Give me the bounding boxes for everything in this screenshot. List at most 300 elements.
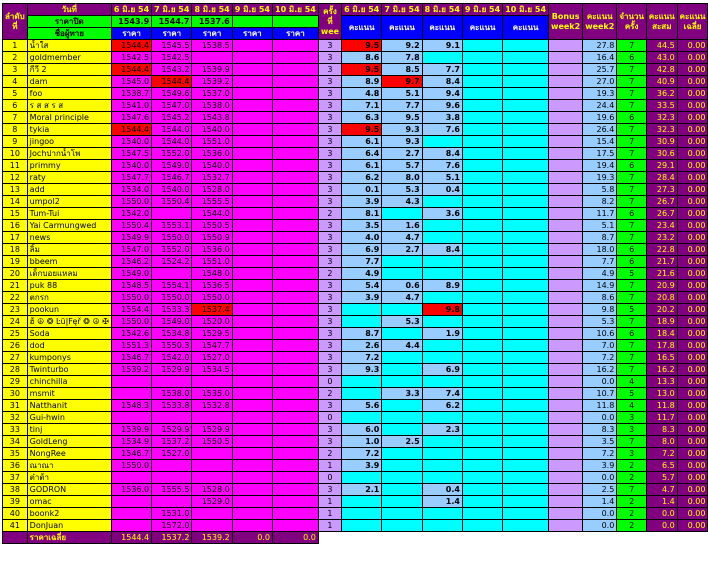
price-cell-1: 1550.4 xyxy=(111,220,151,232)
price-cell-1: 1547.0 xyxy=(111,244,151,256)
price-cell-5 xyxy=(273,52,319,64)
score-cell-1: 7.7 xyxy=(342,256,382,268)
price-cell-4 xyxy=(232,112,272,124)
price-cell-5 xyxy=(273,184,319,196)
score-cell-4 xyxy=(462,100,502,112)
score-cell-2: 5.3 xyxy=(382,316,422,328)
score-cell-1: 5.6 xyxy=(342,400,382,412)
avg-price-2: 1537.2 xyxy=(152,532,192,544)
times-count: 7 xyxy=(617,136,647,148)
score-cell-2: 9.3 xyxy=(382,124,422,136)
price-cell-2: 1543.2 xyxy=(152,64,192,76)
date-col-2: 7 มิ.ย 54 xyxy=(152,4,192,16)
average-score: 0.00 xyxy=(677,172,708,184)
total-score: 16.2 xyxy=(646,364,677,376)
score-cell-4 xyxy=(462,148,502,160)
footer-empty xyxy=(318,532,708,544)
score-cell-4 xyxy=(462,436,502,448)
table-row xyxy=(3,196,708,208)
price-cell-5 xyxy=(273,388,319,400)
row-number: 16 xyxy=(3,220,28,232)
bonus-cell xyxy=(549,184,583,196)
price-cell-1 xyxy=(111,508,151,520)
score-cell-3: 7.6 xyxy=(422,124,462,136)
total-score: 13.3 xyxy=(646,376,677,388)
score-cell-5 xyxy=(503,304,549,316)
guess-count: 3 xyxy=(318,340,341,352)
average-score: 0.00 xyxy=(677,472,708,484)
average-score: 0.00 xyxy=(677,52,708,64)
total-score: 17.8 xyxy=(646,340,677,352)
score-cell-2 xyxy=(382,376,422,388)
row-number: 13 xyxy=(3,184,28,196)
score-cell-3: 3.6 xyxy=(422,208,462,220)
row-number: 4 xyxy=(3,76,28,88)
close-value-3: 1537.6 xyxy=(192,16,232,28)
bonus-cell xyxy=(549,112,583,124)
price-cell-4 xyxy=(232,64,272,76)
week2-score: 0.0 xyxy=(583,472,617,484)
price-cell-4 xyxy=(232,40,272,52)
score-cell-3 xyxy=(422,376,462,388)
score-cell-5 xyxy=(503,364,549,376)
score-cell-4 xyxy=(462,364,502,376)
guess-count: 3 xyxy=(318,160,341,172)
price-cell-4 xyxy=(232,76,272,88)
guess-count: 3 xyxy=(318,172,341,184)
price-cell-5 xyxy=(273,484,319,496)
total-score: 7.2 xyxy=(646,448,677,460)
price-cell-5 xyxy=(273,316,319,328)
price-cell-4 xyxy=(232,388,272,400)
week2-score: 7.2 xyxy=(583,352,617,364)
score-cell-1 xyxy=(342,316,382,328)
score-header-5: คะแนน xyxy=(503,16,549,40)
score-cell-1: 4.9 xyxy=(342,268,382,280)
total-score: 16.5 xyxy=(646,352,677,364)
score-cell-4 xyxy=(462,376,502,388)
score-cell-3: 9.4 xyxy=(422,88,462,100)
score-cell-4 xyxy=(462,316,502,328)
player-name: dam xyxy=(27,76,111,88)
price-cell-1: 1544.4 xyxy=(111,124,151,136)
player-name: add xyxy=(27,184,111,196)
price-cell-1 xyxy=(111,472,151,484)
score-cell-3 xyxy=(422,352,462,364)
price-cell-1: 1536.0 xyxy=(111,484,151,496)
price-cell-5 xyxy=(273,196,319,208)
price-cell-1: 1549.0 xyxy=(111,268,151,280)
table-row xyxy=(3,352,708,364)
week2-score: 0.0 xyxy=(583,520,617,532)
price-cell-4 xyxy=(232,484,272,496)
table-row xyxy=(3,292,708,304)
guess-count: 3 xyxy=(318,256,341,268)
price-cell-2: 1550.0 xyxy=(152,232,192,244)
price-cell-4 xyxy=(232,172,272,184)
score-cell-4 xyxy=(462,88,502,100)
score-cell-1: 6.3 xyxy=(342,112,382,124)
bonus-cell xyxy=(549,436,583,448)
score-cell-5 xyxy=(503,424,549,436)
bonus-cell xyxy=(549,352,583,364)
score-cell-4 xyxy=(462,304,502,316)
score-cell-3: 0.4 xyxy=(422,484,462,496)
week2-score: 11.8 xyxy=(583,400,617,412)
price-cell-2: 1540.0 xyxy=(152,184,192,196)
total-score: 21.6 xyxy=(646,268,677,280)
week2-score: 8.3 xyxy=(583,424,617,436)
times-count: 3 xyxy=(617,448,647,460)
price-cell-1 xyxy=(111,520,151,532)
score-cell-3 xyxy=(422,316,462,328)
table-row xyxy=(3,520,708,532)
score-cell-4 xyxy=(462,448,502,460)
score-cell-3 xyxy=(422,220,462,232)
times-count: 6 xyxy=(617,160,647,172)
avg-price-label: ราคาเฉลี่ย xyxy=(27,532,111,544)
guess-count: 3 xyxy=(318,100,341,112)
times-header: จำนวนครั้ง xyxy=(617,4,647,40)
row-number: 41 xyxy=(3,520,28,532)
times-count: 2 xyxy=(617,520,647,532)
price-cell-2: 1550.4 xyxy=(152,196,192,208)
price-cell-5 xyxy=(273,232,319,244)
price-cell-3 xyxy=(192,412,232,424)
row-number: 25 xyxy=(3,328,28,340)
row-number: 15 xyxy=(3,208,28,220)
score-cell-3 xyxy=(422,412,462,424)
score-cell-1 xyxy=(342,412,382,424)
row-number: 23 xyxy=(3,304,28,316)
price-cell-3: 1551.0 xyxy=(192,256,232,268)
total-score: 6.5 xyxy=(646,460,677,472)
bonus-cell xyxy=(549,412,583,424)
price-cell-2: 1547.0 xyxy=(152,100,192,112)
table-row xyxy=(3,148,708,160)
price-cell-5 xyxy=(273,304,319,316)
bonus-cell xyxy=(549,460,583,472)
score-cell-2: 1.6 xyxy=(382,220,422,232)
guess-count: 0 xyxy=(318,472,341,484)
price-cell-2 xyxy=(152,412,192,424)
score-cell-3 xyxy=(422,292,462,304)
times-count: 7 xyxy=(617,340,647,352)
score-cell-2 xyxy=(382,496,422,508)
player-name: Yai Carmungwed xyxy=(27,220,111,232)
score-cell-2: 7.7 xyxy=(382,100,422,112)
score-cell-1: 6.2 xyxy=(342,172,382,184)
price-cell-1: 1550.0 xyxy=(111,460,151,472)
price-cell-1 xyxy=(111,412,151,424)
bonus-cell xyxy=(549,76,583,88)
week2-score: 19.6 xyxy=(583,112,617,124)
table-row xyxy=(3,232,708,244)
row-number: 40 xyxy=(3,508,28,520)
row-number: 7 xyxy=(3,112,28,124)
times-count: 6 xyxy=(617,244,647,256)
price-cell-3 xyxy=(192,508,232,520)
player-name: เด็กบอยแหลม xyxy=(27,268,111,280)
week2-score: 3.5 xyxy=(583,436,617,448)
times-count: 7 xyxy=(617,232,647,244)
score-cell-2: 5.3 xyxy=(382,184,422,196)
score-cell-2 xyxy=(382,208,422,220)
score-cell-3: 9.8 xyxy=(422,304,462,316)
score-cell-1 xyxy=(342,508,382,520)
price-cell-3: 1550.5 xyxy=(192,436,232,448)
avg-header: คะแนนเฉลี่ย xyxy=(677,4,708,40)
date-col-5: 10 มิ.ย 54 xyxy=(273,4,319,16)
score-cell-2: 3.3 xyxy=(382,388,422,400)
score-cell-4 xyxy=(462,76,502,88)
score-week2-header: คะแนน week2 xyxy=(583,4,617,40)
week2-score: 16.2 xyxy=(583,364,617,376)
bonus-cell xyxy=(549,448,583,460)
average-score: 0.00 xyxy=(677,496,708,508)
score-cell-3: 6.2 xyxy=(422,400,462,412)
score-cell-2: 8.5 xyxy=(382,64,422,76)
price-cell-2 xyxy=(152,376,192,388)
score-cell-3 xyxy=(422,448,462,460)
score-cell-1: 3.9 xyxy=(342,460,382,472)
score-cell-5 xyxy=(503,436,549,448)
guess-count: 0 xyxy=(318,376,341,388)
close-header: ราคาปิด xyxy=(27,16,111,28)
price-cell-4 xyxy=(232,508,272,520)
week2-score: 0.0 xyxy=(583,376,617,388)
total-score: 18.9 xyxy=(646,316,677,328)
bonus-cell xyxy=(549,292,583,304)
player-name: Gui-hwin xyxy=(27,412,111,424)
price-cell-1: 1547.5 xyxy=(111,148,151,160)
week2-score: 2.5 xyxy=(583,484,617,496)
date-col-3: 8 มิ.ย 54 xyxy=(192,4,232,16)
score-cell-2: 2.5 xyxy=(382,436,422,448)
price-cell-1: 1540.0 xyxy=(111,160,151,172)
price-cell-1: 1542.0 xyxy=(111,208,151,220)
bonus-cell xyxy=(549,124,583,136)
price-cell-1: 1547.6 xyxy=(111,112,151,124)
average-score: 0.00 xyxy=(677,340,708,352)
table-row xyxy=(3,268,708,280)
row-number: 2 xyxy=(3,52,28,64)
price-cell-4 xyxy=(232,268,272,280)
price-cell-4 xyxy=(232,220,272,232)
score-cell-2 xyxy=(382,352,422,364)
guess-count: 3 xyxy=(318,40,341,52)
times-count: 5 xyxy=(617,268,647,280)
bonus-cell xyxy=(549,280,583,292)
times-count: 7 xyxy=(617,436,647,448)
price-cell-1: 1541.0 xyxy=(111,100,151,112)
average-score: 0.00 xyxy=(677,304,708,316)
price-cell-1: 1539.2 xyxy=(111,364,151,376)
score-cell-2: 4.7 xyxy=(382,292,422,304)
price-cell-2: 1545.2 xyxy=(152,112,192,124)
row-number: 20 xyxy=(3,268,28,280)
price-cell-4 xyxy=(232,352,272,364)
times-count: 7 xyxy=(617,316,647,328)
price-cell-4 xyxy=(232,196,272,208)
total-score: 11.8 xyxy=(646,400,677,412)
row-number: 5 xyxy=(3,88,28,100)
price-cell-4 xyxy=(232,496,272,508)
player-name: ร ส ส ร ส xyxy=(27,100,111,112)
score-cell-5 xyxy=(503,388,549,400)
price-cell-1: 1547.7 xyxy=(111,172,151,184)
price-cell-4 xyxy=(232,448,272,460)
table-row xyxy=(3,184,708,196)
score-cell-3: 2.3 xyxy=(422,424,462,436)
guess-count: 3 xyxy=(318,316,341,328)
price-cell-5 xyxy=(273,364,319,376)
row-number: 36 xyxy=(3,460,28,472)
score-cell-4 xyxy=(462,340,502,352)
guess-count: 3 xyxy=(318,184,341,196)
score-cell-3: 8.4 xyxy=(422,148,462,160)
player-name: น้ำใส xyxy=(27,40,111,52)
avg-price-3: 1539.2 xyxy=(192,532,232,544)
price-cell-1: 1550.0 xyxy=(111,292,151,304)
player-name: ต๋าต้า xyxy=(27,472,111,484)
score-cell-3: 7.7 xyxy=(422,64,462,76)
row-number: 39 xyxy=(3,496,28,508)
date-col-1: 6 มิ.ย 54 xyxy=(111,4,151,16)
score-cell-2 xyxy=(382,424,422,436)
price-cell-5 xyxy=(273,100,319,112)
times-count: 7 xyxy=(617,292,647,304)
price-cell-2: 1534.8 xyxy=(152,328,192,340)
score-cell-4 xyxy=(462,136,502,148)
price-cell-3: 1536.5 xyxy=(192,280,232,292)
date-header: วันที่ xyxy=(27,4,111,16)
price-cell-3: 1537.0 xyxy=(192,88,232,100)
row-number: 21 xyxy=(3,280,28,292)
row-number: 24 xyxy=(3,316,28,328)
price-cell-3: 1543.8 xyxy=(192,112,232,124)
bonus-cell xyxy=(549,520,583,532)
table-row xyxy=(3,40,708,52)
price-cell-2: 1554.1 xyxy=(152,280,192,292)
score-cell-4 xyxy=(462,52,502,64)
score-cell-3: 6.9 xyxy=(422,364,462,376)
player-name: chinchilla xyxy=(27,376,111,388)
player-name: ตกรก xyxy=(27,292,111,304)
table-row xyxy=(3,112,708,124)
score-cell-5 xyxy=(503,340,549,352)
price-cell-2 xyxy=(152,460,192,472)
score-cell-1: 6.1 xyxy=(342,160,382,172)
week2-score: 17.5 xyxy=(583,148,617,160)
guess-count: 1 xyxy=(318,508,341,520)
total-score: 20.2 xyxy=(646,304,677,316)
row-number: 28 xyxy=(3,364,28,376)
score-cell-3 xyxy=(422,340,462,352)
score-cell-4 xyxy=(462,232,502,244)
price-cell-3 xyxy=(192,52,232,64)
average-score: 0.00 xyxy=(677,484,708,496)
score-cell-3: 5.1 xyxy=(422,172,462,184)
score-cell-3: 1.9 xyxy=(422,328,462,340)
price-cell-2: 1549.0 xyxy=(152,316,192,328)
score-cell-2: 9.3 xyxy=(382,136,422,148)
bonus-cell xyxy=(549,316,583,328)
guess-count: 3 xyxy=(318,232,341,244)
price-cell-5 xyxy=(273,208,319,220)
total-score: 43.0 xyxy=(646,52,677,64)
name-header: ชื่อผู้ทาย xyxy=(27,28,111,40)
price-cell-2: 1533.3 xyxy=(152,304,192,316)
player-name: ลิ้ม xyxy=(27,244,111,256)
score-cell-5 xyxy=(503,184,549,196)
week2-score: 14.9 xyxy=(583,280,617,292)
table-row xyxy=(3,496,708,508)
price-cell-4 xyxy=(232,244,272,256)
price-cell-4 xyxy=(232,124,272,136)
score-cell-4 xyxy=(462,268,502,280)
price-cell-2: 1555.5 xyxy=(152,484,192,496)
total-score: 11.7 xyxy=(646,412,677,424)
score-cell-2: 4.4 xyxy=(382,340,422,352)
table-row xyxy=(3,436,708,448)
average-score: 0.00 xyxy=(677,424,708,436)
price-cell-4 xyxy=(232,304,272,316)
score-cell-2: 4.3 xyxy=(382,196,422,208)
table-row xyxy=(3,160,708,172)
price-cell-5 xyxy=(273,220,319,232)
times-count: 7 xyxy=(617,88,647,100)
average-score: 0.00 xyxy=(677,184,708,196)
price-cell-1: 1542.6 xyxy=(111,328,151,340)
price-cell-3: 1550.5 xyxy=(192,220,232,232)
row-number: 18 xyxy=(3,244,28,256)
price-cell-5 xyxy=(273,256,319,268)
price-cell-3: 1539.2 xyxy=(192,76,232,88)
average-score: 0.00 xyxy=(677,244,708,256)
score-cell-2: 9.7 xyxy=(382,76,422,88)
table-row xyxy=(3,508,708,520)
table-row xyxy=(3,208,708,220)
average-score: 0.00 xyxy=(677,220,708,232)
close-value-1: 1543.9 xyxy=(111,16,151,28)
table-row xyxy=(3,220,708,232)
price-cell-4 xyxy=(232,232,272,244)
price-cell-5 xyxy=(273,328,319,340)
score-cell-4 xyxy=(462,388,502,400)
score-cell-2: 5.7 xyxy=(382,160,422,172)
guess-count: 3 xyxy=(318,76,341,88)
week2-score: 25.7 xyxy=(583,64,617,76)
score-cell-5 xyxy=(503,40,549,52)
score-cell-4 xyxy=(462,196,502,208)
average-score: 0.00 xyxy=(677,316,708,328)
total-score: 8.0 xyxy=(646,436,677,448)
average-score: 0.00 xyxy=(677,376,708,388)
price-cell-1: 1546.7 xyxy=(111,352,151,364)
score-cell-4 xyxy=(462,328,502,340)
table-row xyxy=(3,448,708,460)
score-cell-5 xyxy=(503,88,549,100)
average-score: 0.00 xyxy=(677,448,708,460)
bonus-header: Bonus week2 xyxy=(549,4,583,40)
score-cell-1: 6.9 xyxy=(342,244,382,256)
times-count: 4 xyxy=(617,400,647,412)
average-score: 0.00 xyxy=(677,436,708,448)
week2-score: 7.7 xyxy=(583,256,617,268)
total-score: 5.7 xyxy=(646,472,677,484)
table-row xyxy=(3,472,708,484)
